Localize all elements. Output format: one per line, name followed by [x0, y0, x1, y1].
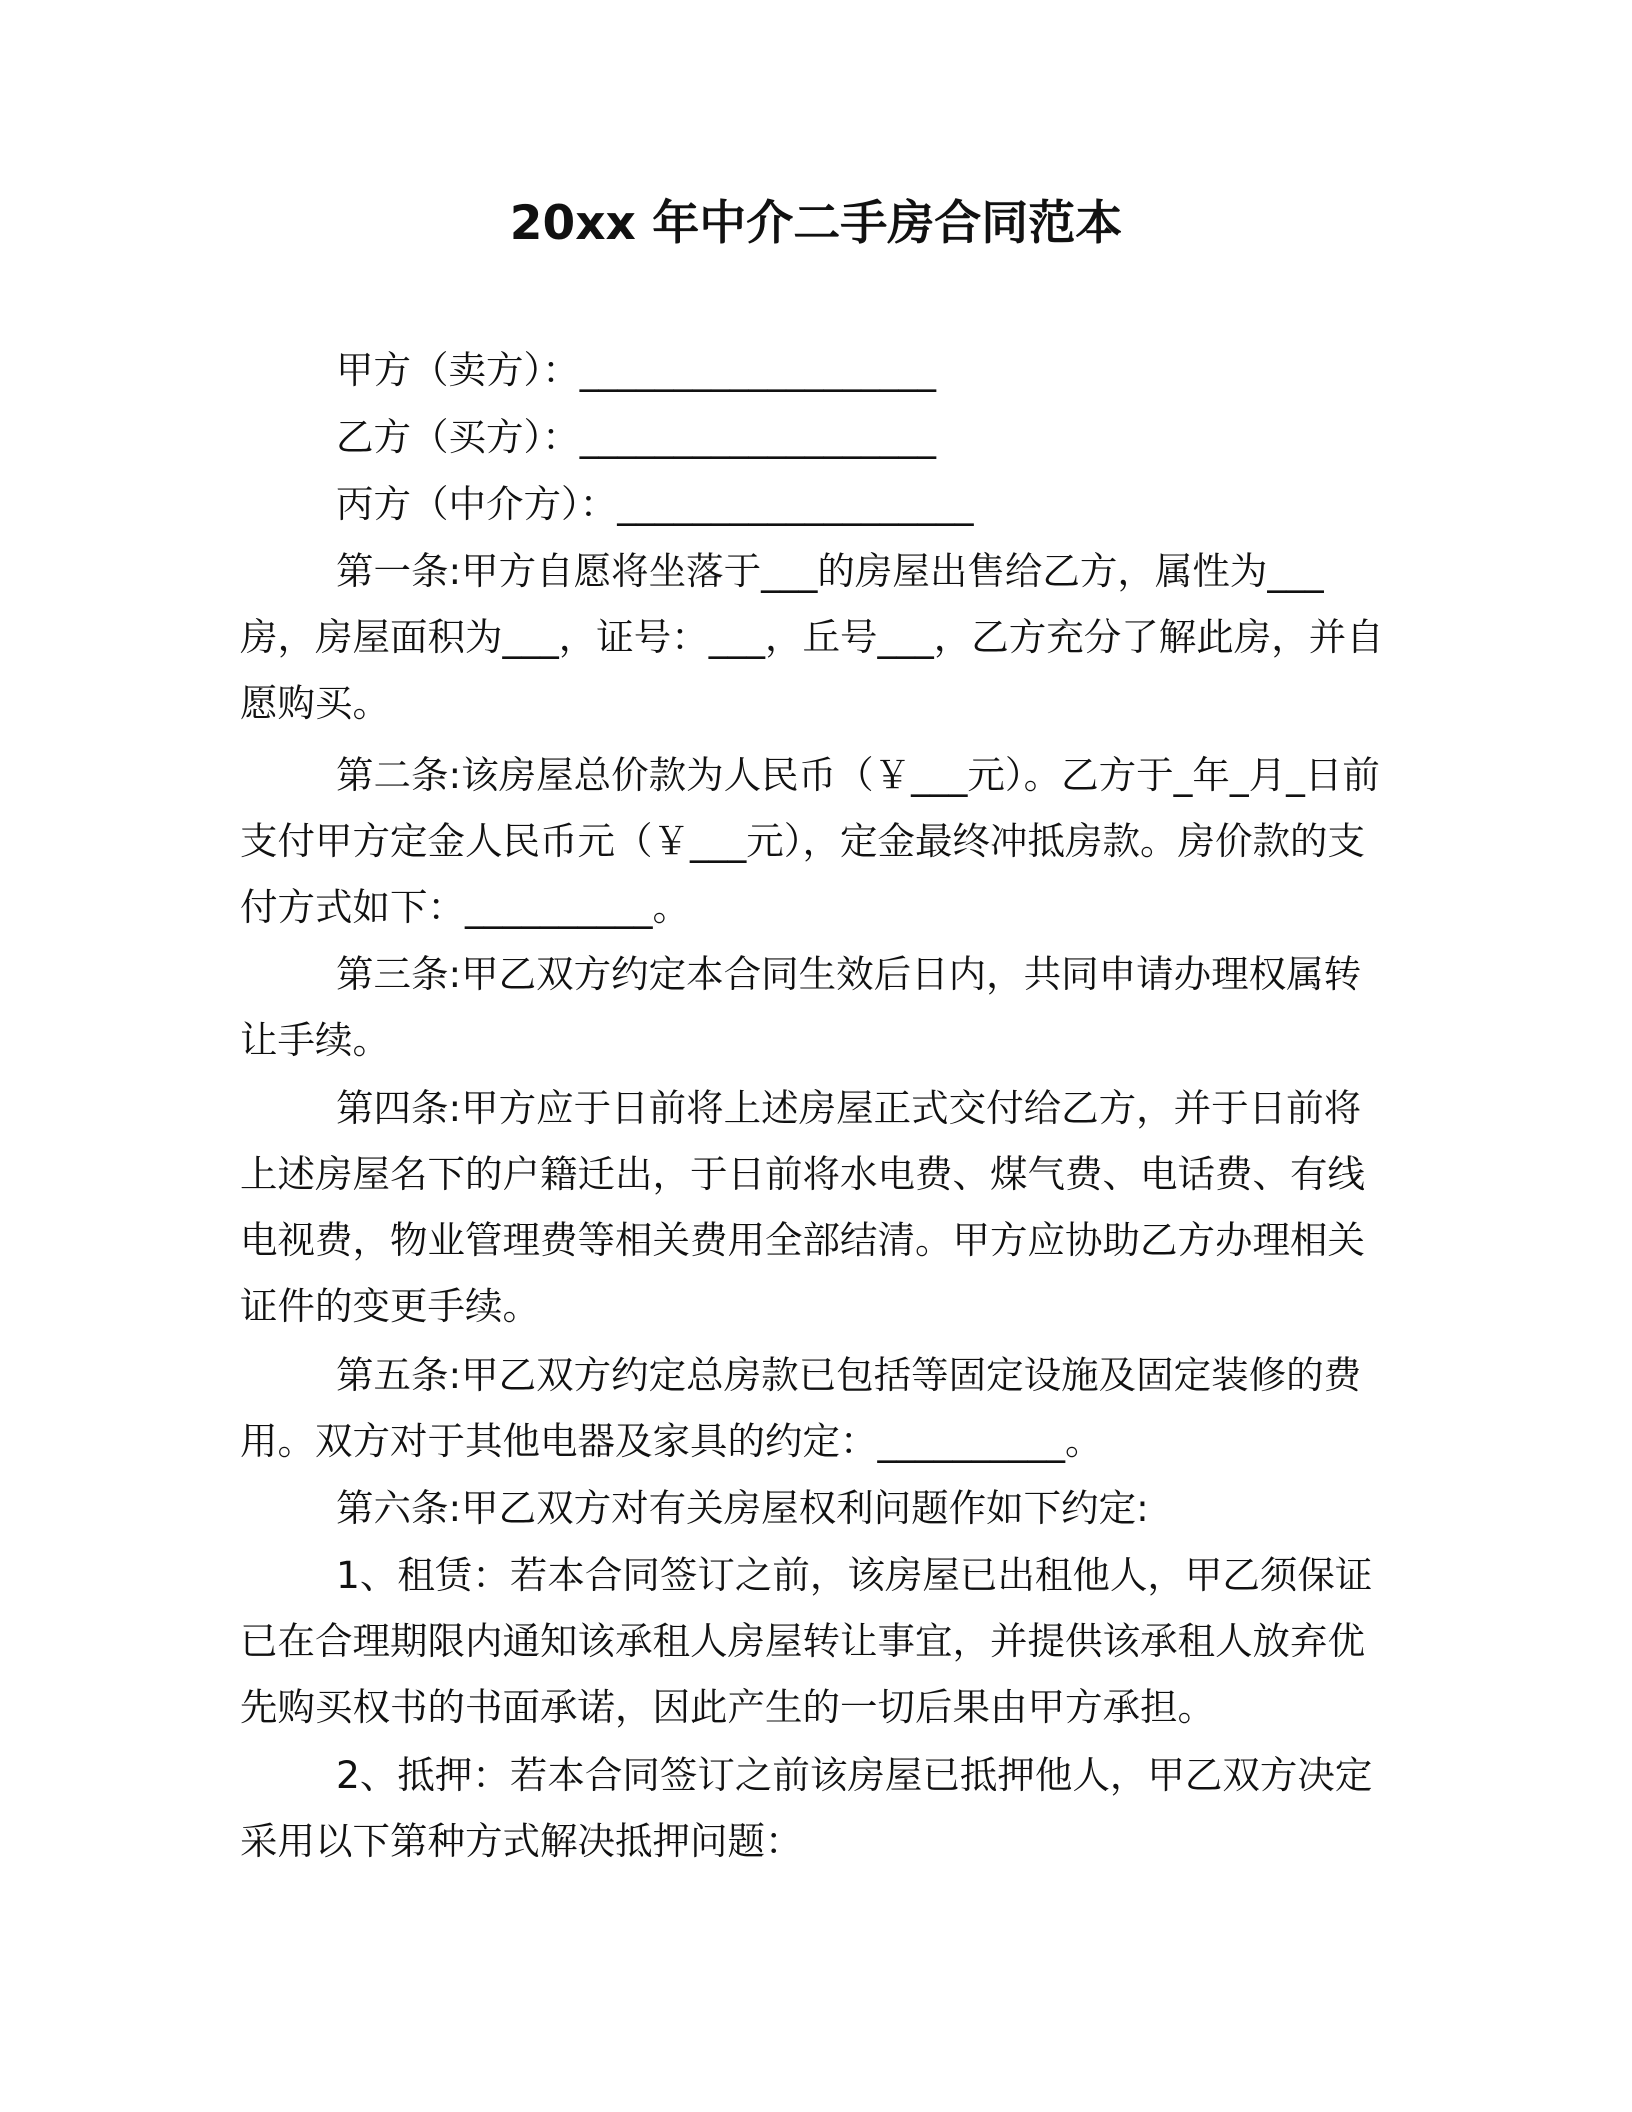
clause-2: 第二条:该房屋总价款为人民币（￥___元）。乙方于_年_月_日前支付甲方定金人民币元（￥___元），定金最终冲抵房款。房价款的支付方式如下：__________。 [240, 753, 1380, 929]
clause-4: 第四条:甲方应于日前将上述房屋正式交付给乙方，并于日前将上述房屋名下的户籍迁出，于日前将水电费、煤气费、电话费、有线电视费，物业管理费等相关费用全部结清。甲方应协助乙方办理相关证件的变更手续。 [240, 1086, 1365, 1328]
clause-5: 第五条:甲乙双方约定总房款已包括等固定设施及固定装修的费用。双方对于其他电器及家具的约定：__________。 [240, 1353, 1362, 1463]
party-seller-line: 甲方（卖方）：___________________ [336, 348, 936, 392]
party-agent-line: 丙方（中介方）：___________________ [336, 482, 974, 526]
clause-1: 第一条:甲方自愿将坐落于___的房屋出售给乙方，属性为___房，房屋面积为___，证号：___，丘号___，乙方充分了解此房，并自愿购买。 [240, 549, 1384, 725]
clause-6-item-1-lease: 1、租赁：若本合同签订之前，该房屋已出租他人，甲乙须保证已在合理期限内通知该承租人房屋转让事宜，并提供该承租人放弃优先购买权书的书面承诺，因此产生的一切后果由甲方承担。 [240, 1553, 1373, 1729]
clause-6-item-2-mortgage: 2、抵押：若本合同签订之前该房屋已抵押他人，甲乙双方决定采用以下第种方式解决抵押问题： [240, 1753, 1373, 1863]
document-title: 20xx 年中介二手房合同范本 [509, 196, 1123, 251]
party-buyer-line: 乙方（买方）：___________________ [336, 415, 936, 459]
clause-6: 第六条:甲乙双方对有关房屋权利问题作如下约定: [336, 1486, 1149, 1530]
clause-3: 第三条:甲乙双方约定本合同生效后日内，共同申请办理权属转让手续。 [240, 952, 1362, 1062]
